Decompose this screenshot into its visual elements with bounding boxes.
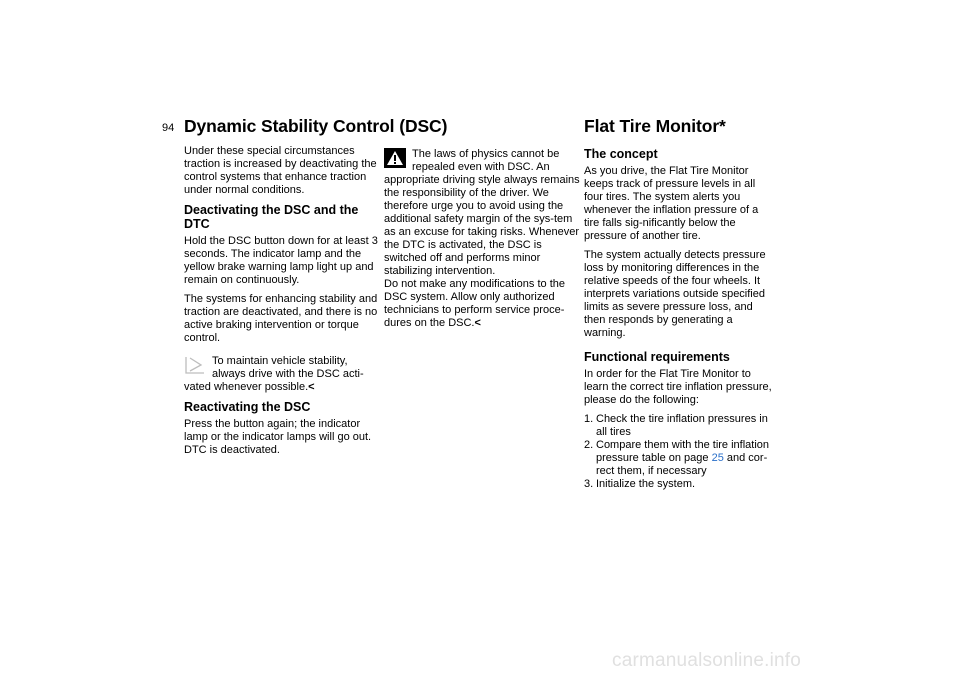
- deactivating-paragraph-2: The systems for enhancing stability and traction are deactivated, and there is no active braking intervention or torque control.: [184, 293, 378, 344]
- warning-paragraph: appropriate driving style always remains the responsibility of the driver. We therefore urge you to avoid using the additional safety margin of the sys-tem as an excuse for taking risks. Whenever the DTC is activated, the DSC is switched off and performs minor stabilizing intervention.: [384, 174, 580, 277]
- note-arrow-icon: [184, 355, 206, 375]
- step-text-wrap: [596, 439, 776, 478]
- reactivating-paragraph: Press the button again; the indicator lamp or the indicator lamps will go out. DTC is deactivated.: [184, 418, 372, 456]
- note-line-3: vated whenever possible.: [184, 381, 309, 393]
- list-item: [584, 439, 776, 478]
- section-heading-dsc: Dynamic Stability Control (DSC): [184, 116, 448, 136]
- step-text: Check the tire inflation pressures in all tires: [596, 413, 768, 438]
- step-text-after: and cor-rect them, if necessary: [596, 452, 768, 477]
- warning-line-2: repealed even with DSC. An: [412, 161, 550, 173]
- warning-paragraph-2-wrap: [384, 278, 580, 330]
- column-middle: [384, 148, 580, 336]
- note-line-3-wrap: [184, 381, 380, 394]
- watermark-site-name: carmanualsonline.info: [612, 650, 802, 671]
- concept-paragraph-2: The system actually detects pressure loss by monitoring differences in the relative speeds of the four wheels. It interprets variations outside specified limits as severe pressure loss, and then responds by generating a warning.: [584, 249, 766, 339]
- step-text-before: Compare them with the tire inflation pressure table on page: [596, 439, 770, 464]
- warning-block: [384, 148, 580, 330]
- step-number: 3.: [584, 478, 594, 490]
- list-item: [584, 478, 776, 491]
- reactivating-heading: Reactivating the DSC: [184, 400, 311, 414]
- functional-requirements-heading: Functional requirements: [584, 350, 730, 364]
- page-link[interactable]: 25: [711, 452, 724, 464]
- deactivating-paragraph-1: Hold the DSC button down for at least 3 seconds. The indicator lamp and the yellow brake warning lamp light up and remain on continuously.: [184, 235, 378, 286]
- note-block: [184, 355, 380, 394]
- warning-triangle-icon: [384, 148, 406, 168]
- warning-line-1: The laws of physics cannot be: [412, 148, 560, 160]
- concept-heading: The concept: [584, 147, 658, 161]
- end-mark: <: [308, 381, 315, 393]
- step-text: Initialize the system.: [596, 478, 696, 490]
- intro-paragraph: Under these special circumstances traction is increased by deactivating the control systems that enhance traction under normal conditions.: [184, 145, 377, 196]
- step-number: 1.: [584, 413, 594, 425]
- list-item: [584, 413, 776, 439]
- concept-paragraph-1: As you drive, the Flat Tire Monitor keeps track of pressure levels in all four tires. The system alerts you whenever the inflation pressure of a tire falls sig-nificantly below the pressure of another tire.: [584, 165, 759, 242]
- section-heading-flat-tire: Flat Tire Monitor*: [584, 116, 726, 136]
- page-number: 94: [162, 122, 175, 134]
- deactivating-heading: Deactivating the DSC and the DTC: [184, 203, 359, 231]
- functional-requirements-paragraph: In order for the Flat Tire Monitor to learn the correct tire inflation pressure, please do the following:: [584, 368, 772, 406]
- warning-paragraph-2: Do not make any modifications to the DSC system. Allow only authorized technicians to perform service proce-dures on the DSC.: [384, 278, 565, 329]
- column-left: [184, 145, 380, 463]
- step-number: 2.: [584, 439, 594, 451]
- note-line-1: To maintain vehicle stability,: [212, 355, 348, 367]
- end-mark: <: [474, 317, 481, 329]
- column-right: [584, 145, 776, 491]
- steps-list: [584, 413, 776, 491]
- note-line-2: always drive with the DSC acti-: [212, 368, 364, 380]
